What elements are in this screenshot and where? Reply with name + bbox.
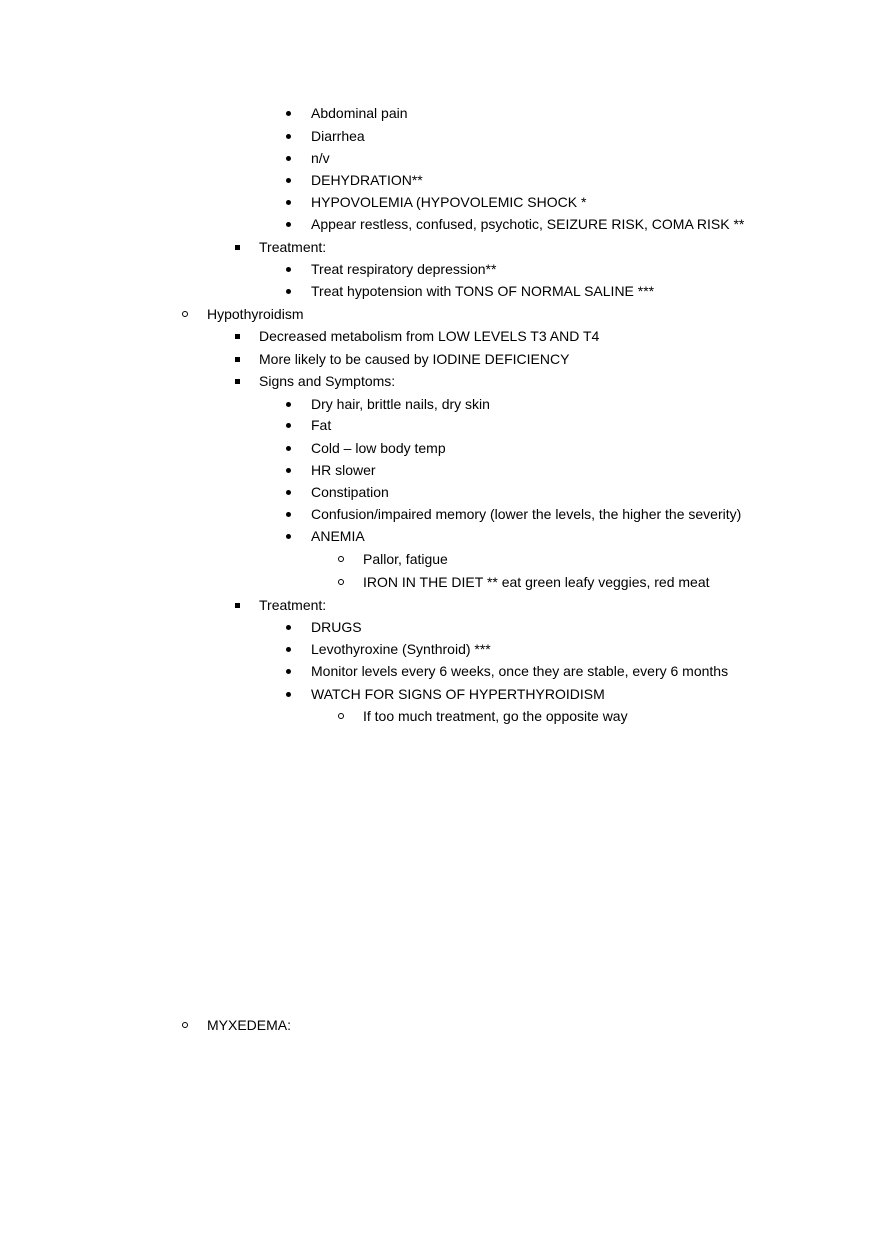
list-item-text: Treatment:: [259, 597, 327, 613]
list-item-text: ANEMIA: [311, 528, 365, 544]
list-item-text: DEHYDRATION**: [311, 172, 423, 188]
list-item-text: n/v: [311, 150, 330, 166]
list-item-text: Treatment:: [259, 239, 327, 255]
list-item-text: Pallor, fatigue: [363, 551, 448, 567]
list-item-text: Constipation: [311, 484, 389, 500]
list-item-text: Monitor levels every 6 weeks, once they are stable, every 6 months: [311, 663, 729, 679]
list-item-text: Treat hypotension with TONS OF NORMAL SALINE ***: [311, 283, 655, 299]
list-item-text: MYXEDEMA:: [207, 1017, 292, 1033]
list-item-text: Levothyroxine (Synthroid) ***: [311, 641, 491, 657]
list-item-text: DRUGS: [311, 619, 362, 635]
list-item-text: If too much treatment, go the opposite way: [363, 708, 628, 724]
list-item-text: Abdominal pain: [311, 105, 408, 121]
list-item-text: Confusion/impaired memory (lower the levels, the higher the severity): [311, 506, 742, 522]
list-item-text: Diarrhea: [311, 128, 365, 144]
list-item-text: IRON IN THE DIET ** eat green leafy veggies, red meat: [363, 574, 710, 590]
list-item-text: Hypothyroidism: [207, 306, 304, 322]
list-item-text: More likely to be caused by IODINE DEFICIENCY: [259, 351, 570, 367]
list-item-text: Appear restless, confused, psychotic, SEIZURE RISK, COMA RISK **: [311, 216, 745, 232]
list-item-text: HYPOVOLEMIA (HYPOVOLEMIC SHOCK *: [311, 194, 587, 210]
list-item-text: HR slower: [311, 462, 376, 478]
list-item-text: Signs and Symptoms:: [259, 373, 396, 389]
list-item-text: Dry hair, brittle nails, dry skin: [311, 396, 490, 412]
list-item-text: Fat: [311, 417, 332, 433]
list-item-text: Treat respiratory depression**: [311, 261, 497, 277]
list-item-text: Cold – low body temp: [311, 440, 446, 456]
list-item-text: WATCH FOR SIGNS OF HYPERTHYROIDISM: [311, 686, 605, 702]
list-item-text: Decreased metabolism from LOW LEVELS T3 AND T4: [259, 328, 600, 344]
